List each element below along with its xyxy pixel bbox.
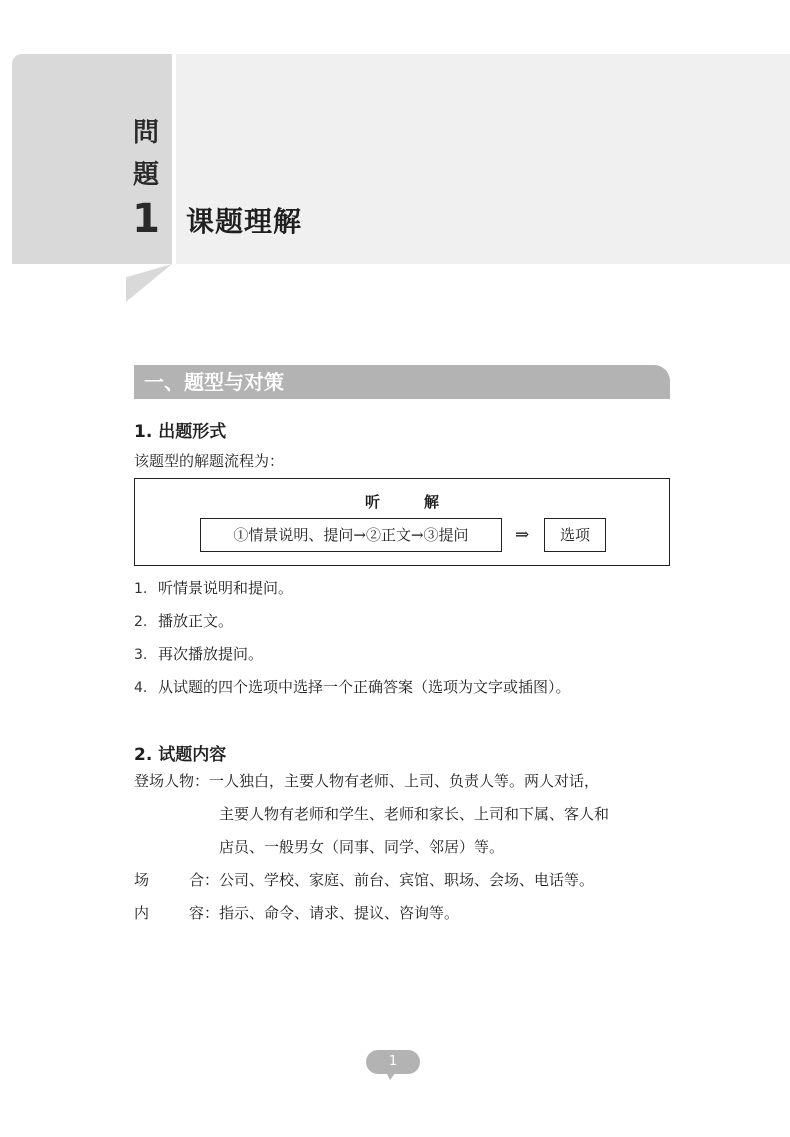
- place-label-b: 合: [189, 871, 205, 889]
- question-number: 1: [132, 196, 160, 242]
- people-line-1: 一人独白，主要人物有老师、上司、负责人等。两人对话，: [209, 772, 600, 790]
- list-item: 1. 听情景说明和提问。: [134, 579, 294, 597]
- people-line-3: 店员、一般男女（同事、同学、邻居）等。: [219, 838, 505, 856]
- topic-label-b: 容: [189, 904, 205, 922]
- header-curl-decoration: [126, 264, 172, 302]
- section-heading: 一、题型与对策: [134, 365, 670, 399]
- people-line-2: 主要人物有老师和学生、老师和家长、上司和下属、客人和: [219, 805, 610, 823]
- topic-row: [134, 897, 459, 930]
- people-label: 登场人物: [134, 772, 195, 790]
- list-item: 3. 再次播放提问。: [134, 645, 264, 663]
- flow-arrow: ⇒: [515, 525, 530, 545]
- flow-heading-solve: 解: [424, 493, 440, 511]
- list-item: 4. 从试题的四个选项中选择一个正确答案（选项为文字或插图）。: [134, 678, 571, 696]
- place-row: [134, 864, 594, 897]
- flow-heading: [135, 491, 669, 512]
- subsection-title-format: 1. 出题形式: [134, 422, 227, 442]
- subsection-title-content: 2. 试题内容: [134, 745, 227, 765]
- place-colon: ：: [204, 871, 220, 889]
- place-label-a: 场: [134, 871, 150, 889]
- flow-diagram: [134, 478, 670, 566]
- flow-options-box: 选项: [544, 518, 606, 552]
- question-label: [124, 112, 168, 242]
- steps-list: [134, 572, 571, 704]
- topic-text: 指示、命令、请求、提议、咨询等。: [219, 904, 460, 922]
- topic-colon: ：: [204, 904, 220, 922]
- flow-intro: 该题型的解题流程为：: [134, 452, 285, 470]
- people-colon: ：: [194, 772, 210, 790]
- flow-steps-box: ①情景说明、提问→②正文→③提问: [200, 518, 502, 552]
- question-char-2: 題: [132, 160, 159, 190]
- people-row: [134, 765, 599, 798]
- flow-heading-listen: 听: [364, 493, 380, 511]
- page-number-badge: 1: [366, 1050, 420, 1074]
- chapter-title: 课题理解: [186, 205, 303, 238]
- list-item: 2. 播放正文。: [134, 612, 234, 630]
- place-text: 公司、学校、家庭、前台、宾馆、职场、会场、电话等。: [219, 871, 595, 889]
- page-badge-tail: [386, 1072, 396, 1080]
- question-char-1: 問: [132, 118, 159, 148]
- topic-label-a: 内: [134, 904, 150, 922]
